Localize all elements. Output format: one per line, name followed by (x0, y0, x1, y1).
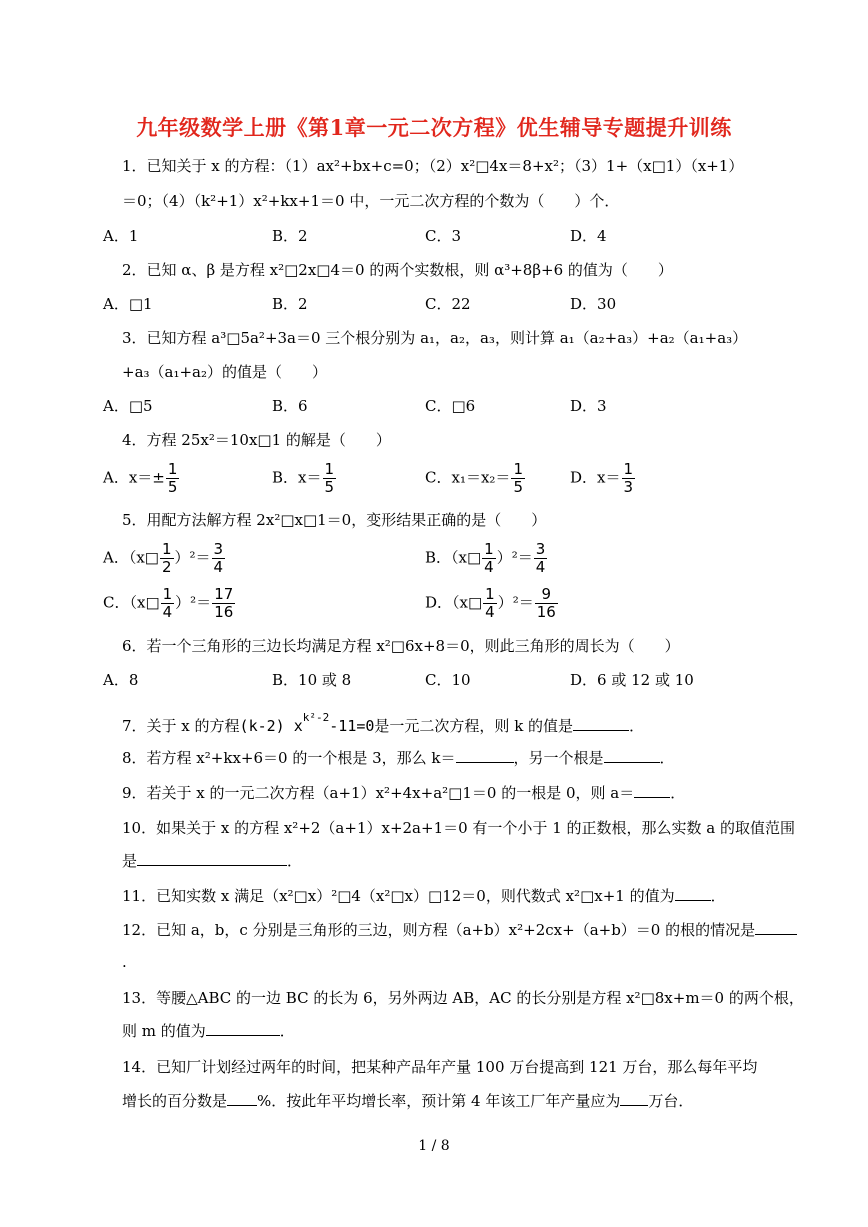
q3-option-c: C．□6 (425, 397, 476, 415)
question-4-line-1: 4．方程 25x²＝10x□1 的解是（ ） (122, 431, 391, 449)
fraction: $\frac{1}{4}$ (162, 585, 173, 621)
fraction: $\frac{1}{5}$ (324, 460, 335, 496)
question-14-line-1: 14．已知厂计划经过两年的时间，把某种产品年产量 100 万台提高到 121 万台，那么每年平均 (122, 1058, 758, 1076)
answer-blank[interactable] (137, 851, 287, 866)
q7-formula: (k-2) $x^{k^2-2}-11=0$ (239, 711, 375, 735)
q4-option-a: A．x＝± $\frac{1}{5}$ (103, 460, 178, 496)
question-13-line-2: 则 m 的值为 ． (122, 1022, 295, 1040)
answer-blank[interactable] (206, 1021, 280, 1036)
fraction: $\frac{1}{4}$ (484, 540, 494, 576)
q4-option-c: C．x₁＝x₂＝ $\frac{1}{5}$ (425, 460, 523, 496)
q6-option-d: D．6 或 12 或 10 (570, 671, 694, 689)
answer-blank[interactable] (604, 748, 660, 763)
q4-option-d: D．x＝ $\frac{1}{3}$ (570, 460, 634, 496)
question-5-line-1: 5．用配方法解方程 2x²□x□1＝0，变形结果正确的是（ ） (122, 511, 547, 529)
question-14-line-2: 增长的百分数是 %．按此年平均增长率，预计第 4 年该工厂年产量应为 万台． (122, 1092, 694, 1110)
q1-option-c: C．3 (425, 227, 462, 245)
q6-option-a: A．8 (103, 671, 139, 689)
question-7: 7．关于 x 的方程(k-2) $x^{k^2-2}-11=0$是一元二次方程，则 k 的值是 ． (122, 711, 645, 735)
fraction: $\frac{1}{4}$ (485, 585, 495, 621)
question-11: 11．已知实数 x 满足（x²□x）²□4（x²□x）□12＝0，则代数式 x²□x+1 的值为 ． (122, 887, 726, 905)
answer-blank[interactable] (675, 886, 711, 901)
q1-option-b: B．2 (272, 227, 308, 245)
question-9: 9．若关于 x 的一元二次方程（a+1）x²+4x+a²□1＝0 的一根是 0，则 a＝ ． (122, 784, 686, 802)
fraction: $\frac{9}{16}$ (536, 585, 556, 621)
q2-option-a: A．□1 (103, 295, 153, 313)
answer-blank[interactable] (573, 716, 629, 731)
q5-option-d: D．（x□ $\frac{1}{4}$ ）²＝ $\frac{9}{16}$ (425, 585, 556, 621)
q3-option-d: D．3 (570, 397, 607, 415)
question-1-line-2: ＝0；（4）（k²+1）x²+kx+1＝0 中，一元二次方程的个数为（ ）个． (122, 192, 620, 210)
q2-option-d: D．30 (570, 295, 617, 313)
fraction: $\frac{3}{4}$ (535, 540, 546, 576)
q6-option-c: C．10 (425, 671, 471, 689)
answer-blank[interactable] (456, 748, 514, 763)
q6-option-b: B．10 或 8 (272, 671, 352, 689)
question-8: 8．若方程 x²+kx+6＝0 的一个根是 3，那么 k＝ ，另一个根是 ． (122, 749, 675, 767)
question-12-line-2: . (122, 953, 127, 971)
fraction: $\frac{1}{3}$ (623, 460, 634, 496)
fraction: $\frac{1}{2}$ (161, 540, 172, 576)
fraction: $\frac{3}{4}$ (213, 540, 224, 576)
answer-blank[interactable] (755, 920, 797, 935)
q5-option-a: A．（x□ $\frac{1}{2}$ ）²＝ $\frac{3}{4}$ (103, 540, 224, 576)
page-number: 1 / 8 (418, 1138, 450, 1154)
q1-option-a: A．1 (103, 227, 139, 245)
question-2-line-1: 2．已知 α、β 是方程 x²□2x□4＝0 的两个实数根，则 α³+8β+6 的值为（ ） (122, 261, 673, 279)
question-10-line-1: 10．如果关于 x 的方程 x²+2（a+1）x+2a+1＝0 有一个小于 1 的正数根，那么实数 a 的取值范围 (122, 819, 795, 837)
question-10-line-2: 是 ． (122, 852, 303, 870)
document-title: 九年级数学上册《第1章一元二次方程》优生辅导专题提升训练 (136, 115, 732, 140)
question-12-line-1: 12．已知 a，b，c 分别是三角形的三边，则方程（a+b）x²+2cx+（a+b）＝0 的根的情况是 (122, 920, 797, 940)
answer-blank[interactable] (620, 1091, 648, 1106)
question-1-line-1: 1．已知关于 x 的方程：（1）ax²+bx+c=0；（2）x²□4x＝8+x²；（3）1+（x□1）（x+1） (122, 157, 744, 175)
q5-option-c: C．（x□ $\frac{1}{4}$ ）²＝ $\frac{17}{16}$ (103, 585, 234, 621)
q4-option-b: B．x＝ $\frac{1}{5}$ (272, 460, 335, 496)
fraction: $\frac{17}{16}$ (214, 585, 234, 621)
q3-option-a: A．□5 (103, 397, 153, 415)
question-13-line-1: 13．等腰△ABC 的一边 BC 的长为 6，另外两边 AB，AC 的长分别是方程 x²□8x+m＝0 的两个根， (122, 989, 804, 1007)
fraction: $\frac{1}{5}$ (513, 460, 523, 496)
q5-option-b: B．（x□ $\frac{1}{4}$ ）²＝ $\frac{3}{4}$ (425, 540, 546, 576)
q2-option-b: B．2 (272, 295, 308, 313)
question-3-line-1: 3．已知方程 a³□5a²+3a＝0 三个根分别为 a₁，a₂，a₃，则计算 a₁（a₂+a₃）+a₂（a₁+a₃） (122, 329, 748, 347)
question-6-line-1: 6．若一个三角形的三边长均满足方程 x²□6x+8＝0，则此三角形的周长为（ ） (122, 637, 680, 655)
question-3-line-2: +a₃（a₁+a₂）的值是（ ） (122, 363, 328, 381)
q2-option-c: C．22 (425, 295, 471, 313)
answer-blank[interactable] (227, 1091, 257, 1106)
q1-option-d: D．4 (570, 227, 607, 245)
q3-option-b: B．6 (272, 397, 308, 415)
fraction: $\frac{1}{5}$ (167, 460, 178, 496)
answer-blank[interactable] (634, 783, 670, 798)
